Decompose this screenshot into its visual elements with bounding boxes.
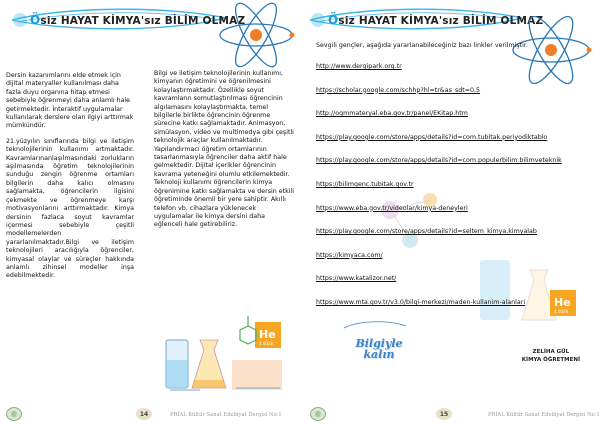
paragraph: 21.yüzyılın sınıflarında bilgi ve iletişim teknolojilerinin kullanımı artmaktadır. Kavramlarınanlaşılmasındaki zorlukların aşılmasında öğretim teknolojilerinin sunduğu zengin öğrenme ortamları bilgilerin daha kalıcı olmasını sağlamakta, öğrencilerin ilgisini çekmekte ve öğrenmeye karşı motivasyonlarını arttırmaktadır. Kimya dersinin fazlaca soyut kavramlar içermesi sebebiyle çeşitli modellemelerden yararlanılmaktadır.Bilgi ve iletişim teknolojileri aracılığıyla öğrenciler, kimyasal olaylar ve süreçler hakkında anlamlı zihinsel modeller inşa edebilmektedir. [6, 137, 134, 280]
school-logo-icon [6, 407, 22, 421]
lab-equipment-illustration [160, 300, 290, 400]
svg-text:4.0026: 4.0026 [259, 341, 273, 346]
footer-text: PRİAL Kültür Sanat Edebiyat Dergisi No:1 [488, 412, 600, 418]
link-populer-bilim[interactable]: https://play.google.com/store/apps/details?id=com.populerbilim.bilimveteknik [316, 157, 562, 165]
page-title-banner [8, 8, 246, 32]
right-page [300, 0, 600, 424]
signature-block [522, 348, 580, 364]
links-intro: Sevgili gençler, aşağıda yararlanabileceğiniz bazı linkler verilmiştir. [316, 42, 528, 49]
page-title-banner [306, 8, 544, 32]
page-title: Ösiz HAYAT KİMYA'sız BİLİM OLMAZ [30, 13, 246, 27]
page-number: 15 [436, 408, 452, 420]
link-mta-maden[interactable]: https://www.mta.gov.tr/v3.0/bilgi-merkezi/maden-kullanim-alanlari [316, 298, 526, 306]
page-number: 14 [136, 408, 152, 420]
svg-text:4.0026: 4.0026 [554, 309, 568, 314]
links-section [316, 42, 596, 323]
bilgiyle-kalin-text: Bilgiyle kalın [355, 337, 403, 361]
author-role: KİMYA ÖĞRETMENİ [521, 357, 580, 363]
link-dergipark[interactable]: http://www.dergipark.org.tr [316, 63, 402, 70]
page-footer [0, 404, 300, 424]
school-logo-icon [310, 407, 326, 421]
footer-text: PRİAL Kültür Sanat Edebiyat Dergisi No:1 [170, 412, 282, 418]
link-kimyaca[interactable]: https://kimyaca.com/ [316, 251, 383, 259]
page-title: Ösiz HAYAT KİMYA'sız BİLİM OLMAZ [328, 13, 544, 27]
link-google-scholar[interactable]: https://scholar.google.com/schhp?hl=tr&as_sdt=0,5 [316, 86, 481, 94]
paragraph: Dersin kazanımlarını elde etmek için dijital materyaller kullanılması daha fazla duyu organına hitap etmesi sebebiyle öğrenmeyi daha anlamlı hale getirmektedir. İnteraktif uygulamalar kullanılarak derslere olan ilgiyi arttırmak mümkündür. [6, 72, 134, 130]
page-footer [300, 404, 600, 424]
link-tubitak-periyodik-tablo[interactable]: https://play.google.com/store/apps/details?id=com.tubitak.periyodiktablo [316, 133, 548, 141]
left-column [6, 72, 134, 288]
right-column [154, 70, 294, 237]
author-name: ZELİHA GÜL [532, 349, 570, 355]
link-bilimgenc[interactable]: https://bilimgenc.tubitak.gov.tr [316, 180, 414, 188]
link-ogm-materyal[interactable]: http://ogmmateryal.eba.gov.tr/panel/EKitap.htm [316, 110, 468, 118]
paragraph: Bilgi ve iletişim teknolojilerinin kullanımı, kimyanın öğretimini ve öğrenilmesini kolaylaştırmaktadır. Özellikle soyut kavramların somutlaştırılması öğrencinin algılamasını kolaylaştırmakta, temel bilgilerle birlikte öğrencinin öğrenme sürecine katkı sağlamaktadır. Animasyon, simülasyon, video ve multimedya gibi çeşitli teknolojik araçlar kullanılmaktadır. Yapılandırmacı öğretim ortamlarının tasarlanmasıyla öğrenciler daha aktif hale gelmektedir. Dijital içerikler öğrencinin kavrama yeteneğini olumlu etkilemektedir. Teknoloji kullanımı öğrencilerin kimya öğrenimine katkı sağlamakta ve dersin etkili öğretiminde önemli bir yere sahiptir. Akıllı telefon vb. cihazlara yüklenecek uygulamalar ile kimya dersini daha eğlenceli hale getirebiliriz. [154, 70, 294, 229]
link-eba-kimya-deneyleri[interactable]: https://www.eba.gov.tr/videolar/kimya-deneyleri [316, 204, 468, 212]
link-katalizor[interactable]: https://www.katalizor.net/ [316, 275, 397, 283]
atom-icon [214, 0, 298, 70]
svg-text:He: He [259, 328, 276, 341]
link-kimyalab[interactable]: https://play.google.com/store/apps/details?id=seltem_kimya.kimyalab [316, 228, 537, 236]
svg-text:He: He [554, 296, 571, 309]
